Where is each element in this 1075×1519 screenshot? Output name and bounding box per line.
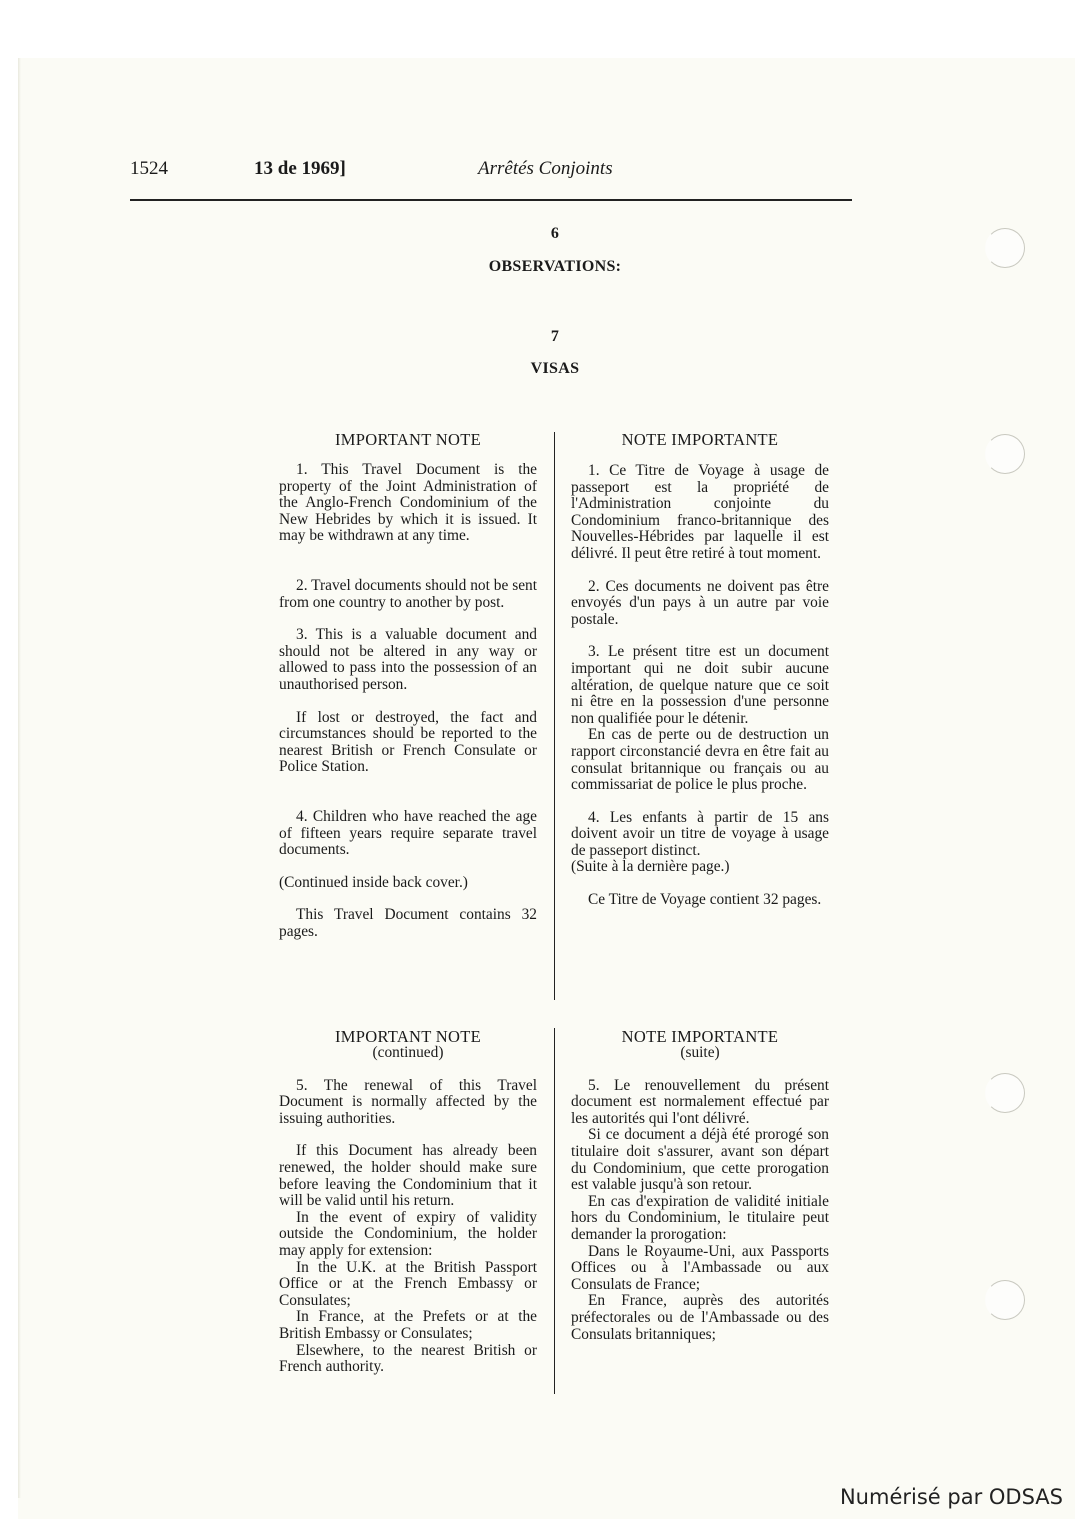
english-note-column — [279, 431, 537, 940]
punch-hole-icon — [985, 1280, 1025, 1320]
french-paragraph-6: Si ce document a déjà été prorogé son titulaire doit s'assurer, avant son départ du Condominium, que cette prorogation est valable jusqu'à son retour. — [571, 1126, 829, 1194]
english-continued-heading: IMPORTANT NOTE — [335, 1027, 481, 1046]
english-paragraph-4: 4. Children who have reached the age of fifteen years require separate travel documents. — [279, 807, 537, 859]
english-continued-subheading: (continued) — [372, 1044, 444, 1061]
french-note-continued-column — [571, 1028, 829, 1343]
french-continued-note: (Suite à la dernière page.) — [571, 858, 730, 876]
english-paragraph-2: 2. Travel documents should not be sent from one country to another by post. — [279, 576, 537, 611]
document-reference: 13 de 1969] — [254, 158, 346, 179]
running-title: Arrêtés Conjoints — [478, 158, 613, 179]
french-note-heading: NOTE IMPORTANTE — [621, 430, 779, 449]
french-paragraph-5: 5. Le renouvellement du présent document est normalement effectué par les autorités qui l'ont délivré. — [571, 1076, 829, 1127]
page-number: 1524 — [130, 158, 168, 179]
french-continued-heading: NOTE IMPORTANTE — [621, 1027, 779, 1046]
french-paragraph-8: Dans le Royaume-Uni, aux Passports Offices ou à l'Ambassade ou aux Consulats de France; — [571, 1242, 829, 1293]
english-paragraph-1: 1. This Travel Document is the property of the Joint Administration of the Anglo-French Condominium of the New Hebrides by which it is issued. It may be withdrawn at any time. — [279, 461, 537, 545]
digitization-watermark: Numérisé par ODSAS — [839, 1485, 1063, 1509]
french-pages-note: Ce Titre de Voyage contient 32 pages. — [588, 891, 822, 909]
french-paragraph-7: En cas d'expiration de validité initiale hors du Condominium, le titulaire peut demander la prorogation: — [571, 1192, 829, 1243]
french-continued-subheading: (suite) — [680, 1044, 720, 1061]
english-paragraph-9: In France, at the Prefets or at the British Embassy or Consulates; — [279, 1308, 537, 1342]
sheet-edge — [18, 58, 21, 1498]
french-note-column — [571, 431, 829, 909]
column-divider-1 — [554, 432, 555, 1000]
paper-sheet — [18, 58, 1075, 1519]
french-paragraph-4: 4. Les enfants à partir de 15 ans doivent avoir un titre de voyage à usage de passeport distinct. — [571, 808, 829, 859]
punch-hole-icon — [985, 228, 1025, 268]
page-header — [130, 158, 852, 188]
french-paragraph-3b: En cas de perte ou de destruction un rapport circonstancié devra en être fait au consulat britannique ou français ou au commissariat de police le plus proche. — [571, 726, 829, 794]
english-note-continued-column — [279, 1028, 537, 1376]
french-paragraph-9: En France, auprès des autorités préfectorales ou de l'Ambassade ou des Consulats britanniques; — [571, 1292, 829, 1343]
french-paragraph-3: 3. Le présent titre est un document important qui ne doit subir aucune altération, de quelque nature que ce soit ni être en la possession d'une personne non qualifiée pour le détenir. — [571, 643, 829, 727]
section-7-heading: VISAS — [530, 360, 580, 377]
english-paragraph-7: In the event of expiry of validity outside the Condominium, the holder may apply for extension: — [279, 1208, 537, 1259]
punch-hole-icon — [985, 434, 1025, 474]
punch-hole-icon — [985, 1073, 1025, 1113]
french-paragraph-2: 2. Ces documents ne doivent pas être envoyés d'un pays à un autre par voie postale. — [571, 577, 829, 628]
section-6-number: 6 — [550, 225, 560, 242]
french-paragraph-1: 1. Ce Titre de Voyage à usage de passeport est la propriété de l'Administration conjointe du Condominium franco-britannique des Nouvelles-Hébrides par laquelle il est délivré. Il peut être retiré à tout moment. — [571, 462, 829, 562]
english-paragraph-8: In the U.K. at the British Passport Office or at the French Embassy or Consulates; — [279, 1258, 537, 1309]
section-7-number: 7 — [550, 328, 560, 345]
english-paragraph-6: If this Document has already been renewed, the holder should make sure before leaving the Condominium that it will be valid until his return. — [279, 1142, 537, 1210]
english-continued-note: (Continued inside back cover.) — [279, 873, 468, 891]
english-paragraph-10: Elsewhere, to the nearest British or French authority. — [279, 1341, 537, 1376]
section-6-heading: OBSERVATIONS: — [488, 258, 622, 275]
english-pages-note: This Travel Document contains 32 pages. — [279, 906, 537, 940]
english-note-heading: IMPORTANT NOTE — [335, 430, 481, 449]
english-paragraph-3: 3. This is a valuable document and should not be altered in any way or allowed to pass into the possession of an unauthorised person. — [279, 626, 537, 693]
header-rule — [130, 199, 852, 201]
english-paragraph-3b: If lost or destroyed, the fact and circumstances should be reported to the nearest British or French Consulate or Police Station. — [279, 708, 537, 776]
column-divider-2 — [554, 1028, 555, 1394]
english-paragraph-5: 5. The renewal of this Travel Document is normally affected by the issuing authorities. — [279, 1076, 537, 1127]
